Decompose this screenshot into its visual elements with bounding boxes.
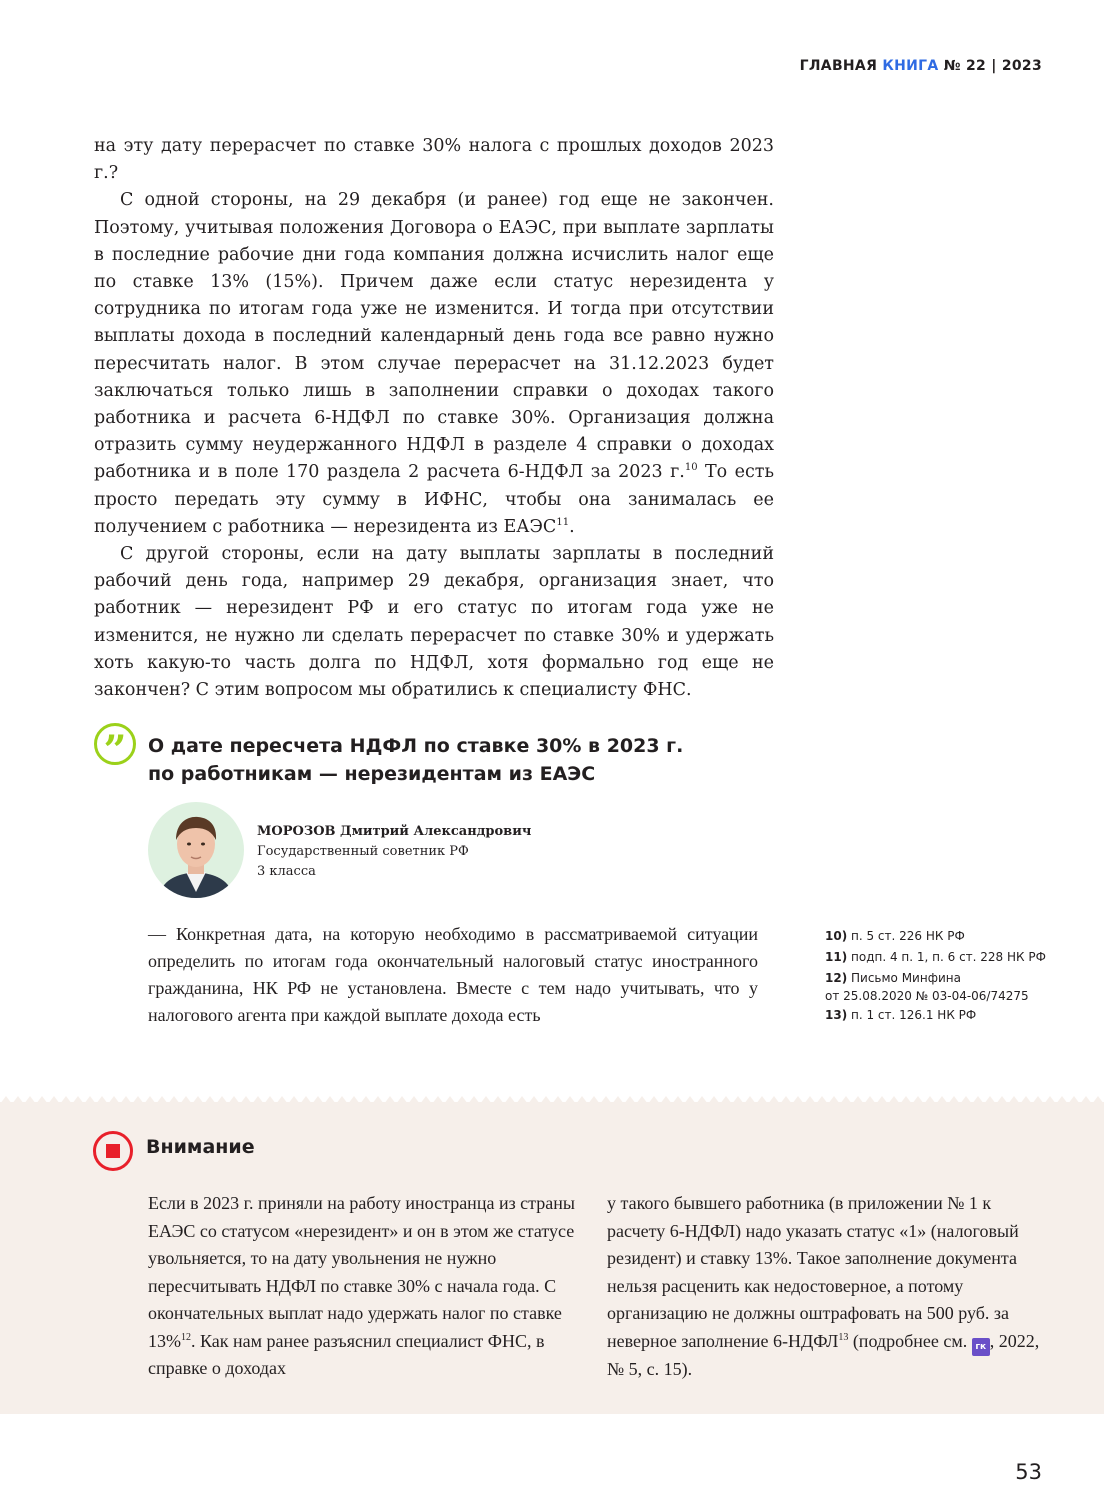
expert-answer: — Конкретная дата, на которую необходимо в рассматриваемой ситуации определить по итогам года окончательный налоговый статус иностранного гражданина, НК РФ не установлена. Вместе с тем надо учитывать, что у налогового агента при каждой выплате дохода есть [148,924,758,1025]
running-header [800,58,1042,74]
footnote-text: п. 1 ст. 126.1 НК РФ [847,1008,977,1022]
expert-info [257,822,531,882]
footnote-ref-12[interactable]: 12 [181,1331,191,1343]
gk-logo-icon: гк [972,1338,990,1356]
footnote-num: 10) [825,929,848,943]
page-number: 53 [1015,1460,1042,1484]
zigzag-edge [0,1096,1104,1104]
quote-glyph: ” [103,727,127,774]
paragraph-2-part-c: . [569,516,575,537]
footnote-13 [825,1005,1075,1026]
brand-part2: КНИГА [882,58,939,74]
issue-number: № 22 | 2023 [943,58,1042,74]
footnote-num: 11) [825,950,848,964]
footnote-num: 13) [825,1008,848,1022]
attention-right-column [607,1190,1047,1383]
footnote-11 [825,947,1075,968]
interview-title-line1: О дате пересчета НДФЛ по ставке 30% в 2023 г. [148,735,684,757]
interview-title-line2: по работникам — нерезидентам из ЕАЭС [148,763,596,785]
footnote-12-continuation: от 25.08.2020 № 03-04-06/74275 [825,989,1029,1003]
footnote-ref-10[interactable]: 10 [684,462,698,474]
paragraph-2-part-b: То есть просто передать эту сумму в ИФНС, чтобы она занималась ее получением с работника — нерезидента из ЕАЭС [94,462,775,537]
footnote-text: подп. 4 п. 1, п. 6 ст. 228 НК РФ [847,950,1046,964]
paragraph-2 [94,187,774,541]
main-article-text [94,133,774,704]
paragraph-1: на эту дату перерасчет по ставке 30% налога с прошлых доходов 2023 г.? [94,136,774,184]
footnote-text: п. 5 ст. 226 НК РФ [847,929,965,943]
footnote-ref-13[interactable]: 13 [838,1331,849,1343]
footnote-num: 12) [825,971,848,985]
quote-icon [94,723,136,774]
stop-icon [93,1131,133,1171]
expert-name: МОРОЗОВ Дмитрий Александрович [257,824,532,839]
attention-title: Внимание [146,1136,255,1158]
attention-right-part-c: , 2022, № 5, с. 15). [607,1330,1040,1379]
paragraph-3: С другой стороны, если на дату выплаты зарплаты в последний рабочий день года, например 29 декабря, организация знает, что работник — нерезидент РФ и его статус по итогам года уже не изменится, не нужно ли сделать перерасчет по ставке 30% и удержать хоть какую-то часть долга по НДФЛ, хотя формально год еще не закончен? С этим вопросом мы обратились к специалисту ФНС. [94,544,774,701]
footnote-ref-11[interactable]: 11 [556,517,570,529]
attention-left-column [148,1190,580,1383]
footnotes [825,926,1075,1026]
expert-avatar [148,802,244,898]
attention-right-part-a: у такого бывшего работника (в приложении № 1 к расчету 6-НДФЛ) надо указать статус «1» (налоговый резидент) и ставку 13%. Такое заполнение документа нельзя расценить как недостоверное, а потому организацию не должны оштрафовать на 500 руб. за неверное заполнение 6-НДФЛ [607,1193,1019,1351]
expert-position-line2: 3 класса [257,864,316,879]
interview-title [148,732,748,788]
footnote-10 [825,926,1075,947]
attention-left-part-a: Если в 2023 г. приняли на работу иностранца из страны ЕАЭС со статусом «нерезидент» и он в этом же статусе увольняется, то на дату увольнения не нужно пересчитывать НДФЛ по ставке 30% с начала года. С окончательных выплат надо удержать налог по ставке 13% [148,1193,575,1351]
footnote-text: Письмо Минфина [847,971,961,985]
attention-left-part-b: . Как нам ранее разъяснил специалист ФНС, в справке о доходах [148,1330,545,1378]
brand-part1: ГЛАВНАЯ [799,58,878,74]
paragraph-2-part-a: С одной стороны, на 29 декабря (и ранее) год еще не закончен. Поэтому, учитывая положения Договора о ЕАЭС, при выплате зарплаты в последние рабочие дни года компания должна исчислить налог еще по ставке 13% (15%). Причем даже если статус нерезидента у сотрудника по итогам года уже не изменится. И тогда при отсутствии выплаты дохода в последний календарный день года все равно нужно пересчитать налог. В этом случае перерасчет на 31.12.2023 будет заключаться только лишь в заполнении справки о доходах такого работника и расчета 6-НДФЛ по ставке 30%. Организация должна отразить сумму неудержанного НДФЛ в разделе 4 справки о доходах работника и в поле 170 раздела 2 расчета 6-НДФЛ за 2023 г. [94,190,774,483]
attention-right-part-b: (подробнее см. [848,1330,972,1351]
footnote-12 [825,968,1075,989]
expert-position-line1: Государственный советник РФ [257,844,469,859]
